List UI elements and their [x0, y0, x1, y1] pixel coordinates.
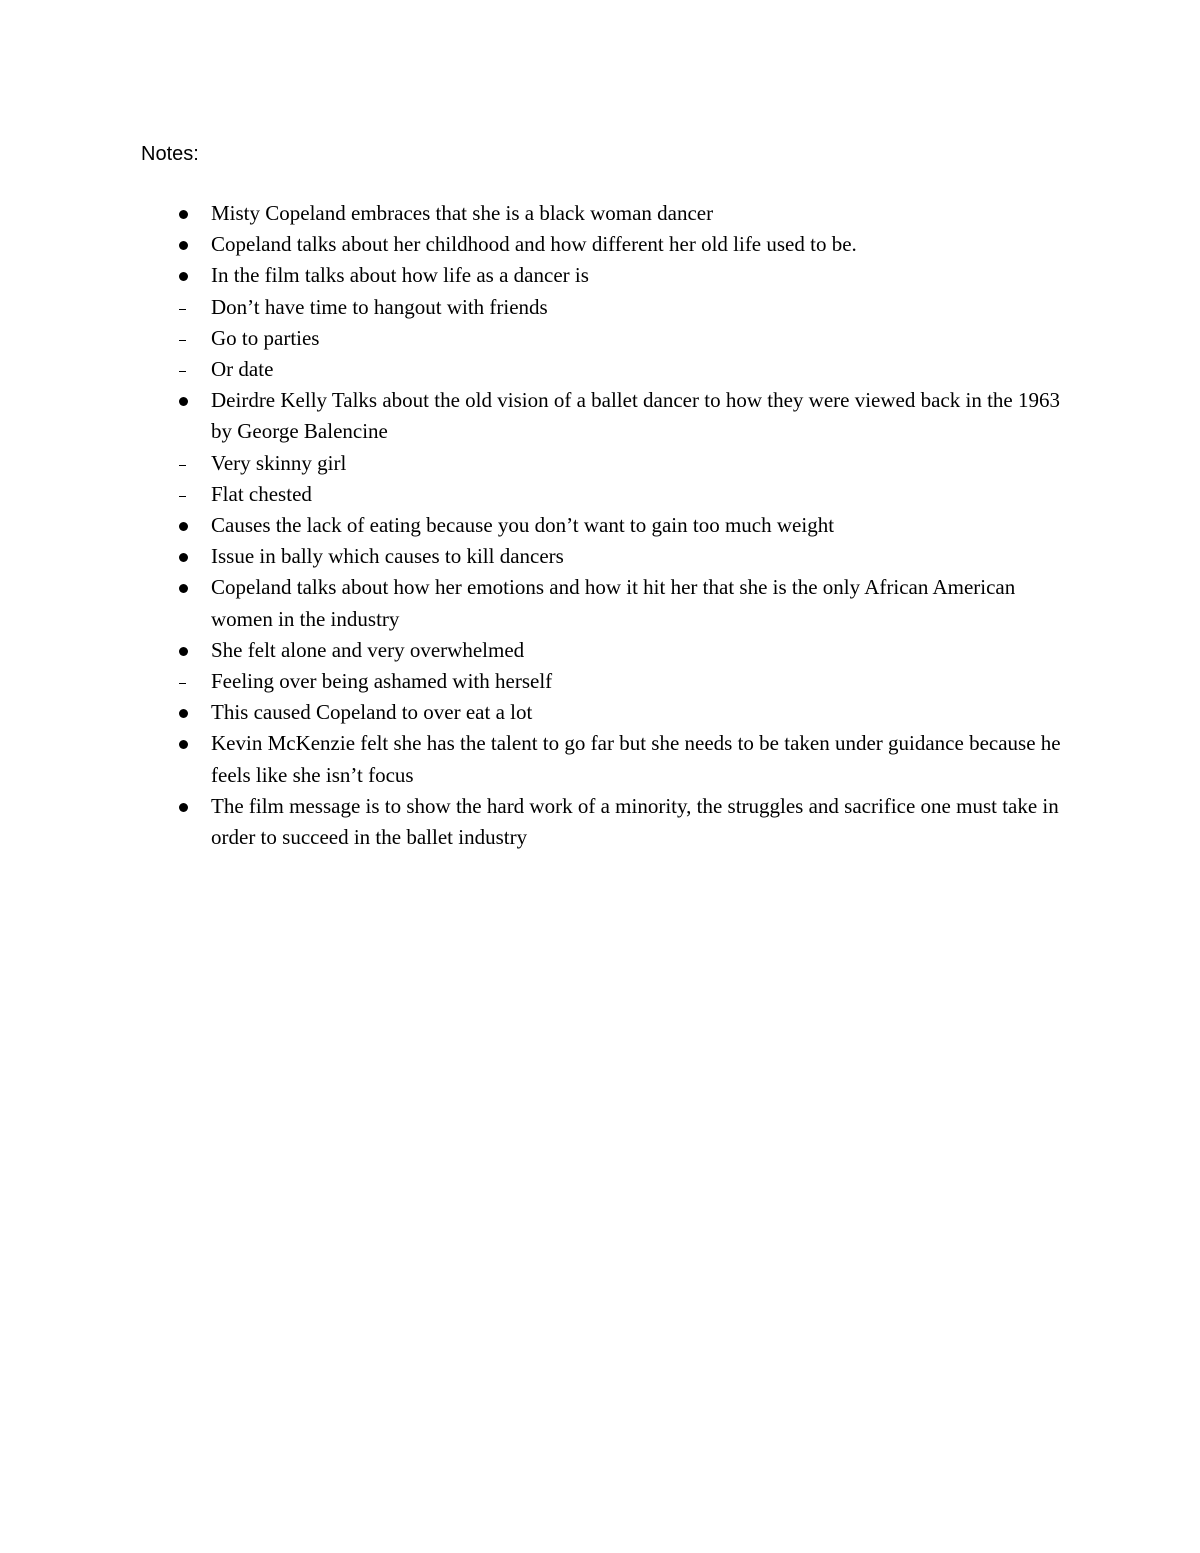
bullet-icon [176, 572, 196, 603]
list-item [0, 354, 1061, 385]
bullet-icon [176, 510, 196, 541]
list-item-text: Feeling over being ashamed with herself [211, 669, 553, 694]
list-item-text: Very skinny girl [211, 450, 347, 475]
list-item-text: Copeland talks about how her emotions and how it hit her that she is the only African American women in the industry [211, 575, 1016, 631]
list-item [0, 666, 1061, 697]
list-item-text: In the film talks about how life as a dancer is [211, 263, 589, 288]
list-item-text: This caused Copeland to over eat a lot [211, 700, 533, 725]
dash-icon [176, 479, 196, 510]
list-item-text: The film message is to show the hard work of a minority, the struggles and sacrifice one must take in order to succeed in the ballet industry [211, 793, 1059, 850]
bullet-icon [176, 697, 196, 728]
list-item-text: Copeland talks about her childhood and how different her old life used to be. [211, 232, 857, 257]
list-item-text: Flat chested [211, 481, 312, 506]
list-item-text: Causes the lack of eating because you don’t want to gain too much weight [211, 513, 835, 538]
list-item [0, 572, 1061, 634]
bullet-icon [176, 198, 196, 229]
list-item-text: Deirdre Kelly Talks about the old vision of a ballet dancer to how they were viewed back in the 1963 by George Balencine [211, 388, 1060, 444]
list-item [0, 323, 1061, 354]
list-item [0, 448, 1061, 479]
list-item [0, 791, 1061, 853]
list-item [0, 728, 1061, 790]
notes-list [0, 198, 1200, 853]
list-item [0, 229, 1061, 260]
list-item [0, 292, 1061, 323]
list-item-text: Issue in bally which causes to kill dancers [211, 544, 564, 569]
bullet-icon [176, 229, 196, 260]
dash-icon [176, 448, 196, 479]
bullet-icon [176, 791, 196, 822]
bullet-icon [176, 385, 196, 416]
list-item [0, 385, 1061, 447]
bullet-icon [176, 541, 196, 572]
list-item-text: Go to parties [211, 325, 320, 350]
list-item [0, 510, 1061, 541]
list-item [0, 697, 1061, 728]
dash-icon [176, 666, 196, 697]
list-item-text: She felt alone and very overwhelmed [211, 637, 525, 662]
list-item [0, 541, 1061, 572]
list-item-text: Don’t have time to hangout with friends [211, 294, 548, 319]
notes-heading: Notes: [141, 143, 199, 165]
dash-icon [176, 292, 196, 323]
list-item [0, 260, 1061, 291]
list-item [0, 198, 1061, 229]
list-item-text: Or date [211, 357, 274, 382]
list-item-text: Kevin McKenzie felt she has the talent to go far but she needs to be taken under guidance because he feels like she isn’t focus [211, 731, 1061, 787]
dash-icon [176, 354, 196, 385]
bullet-icon [176, 260, 196, 291]
bullet-icon [176, 728, 196, 759]
list-item [0, 635, 1061, 666]
list-item [0, 479, 1061, 510]
dash-icon [176, 323, 196, 354]
bullet-icon [176, 635, 196, 666]
list-item-text: Misty Copeland embraces that she is a black woman dancer [211, 201, 714, 225]
